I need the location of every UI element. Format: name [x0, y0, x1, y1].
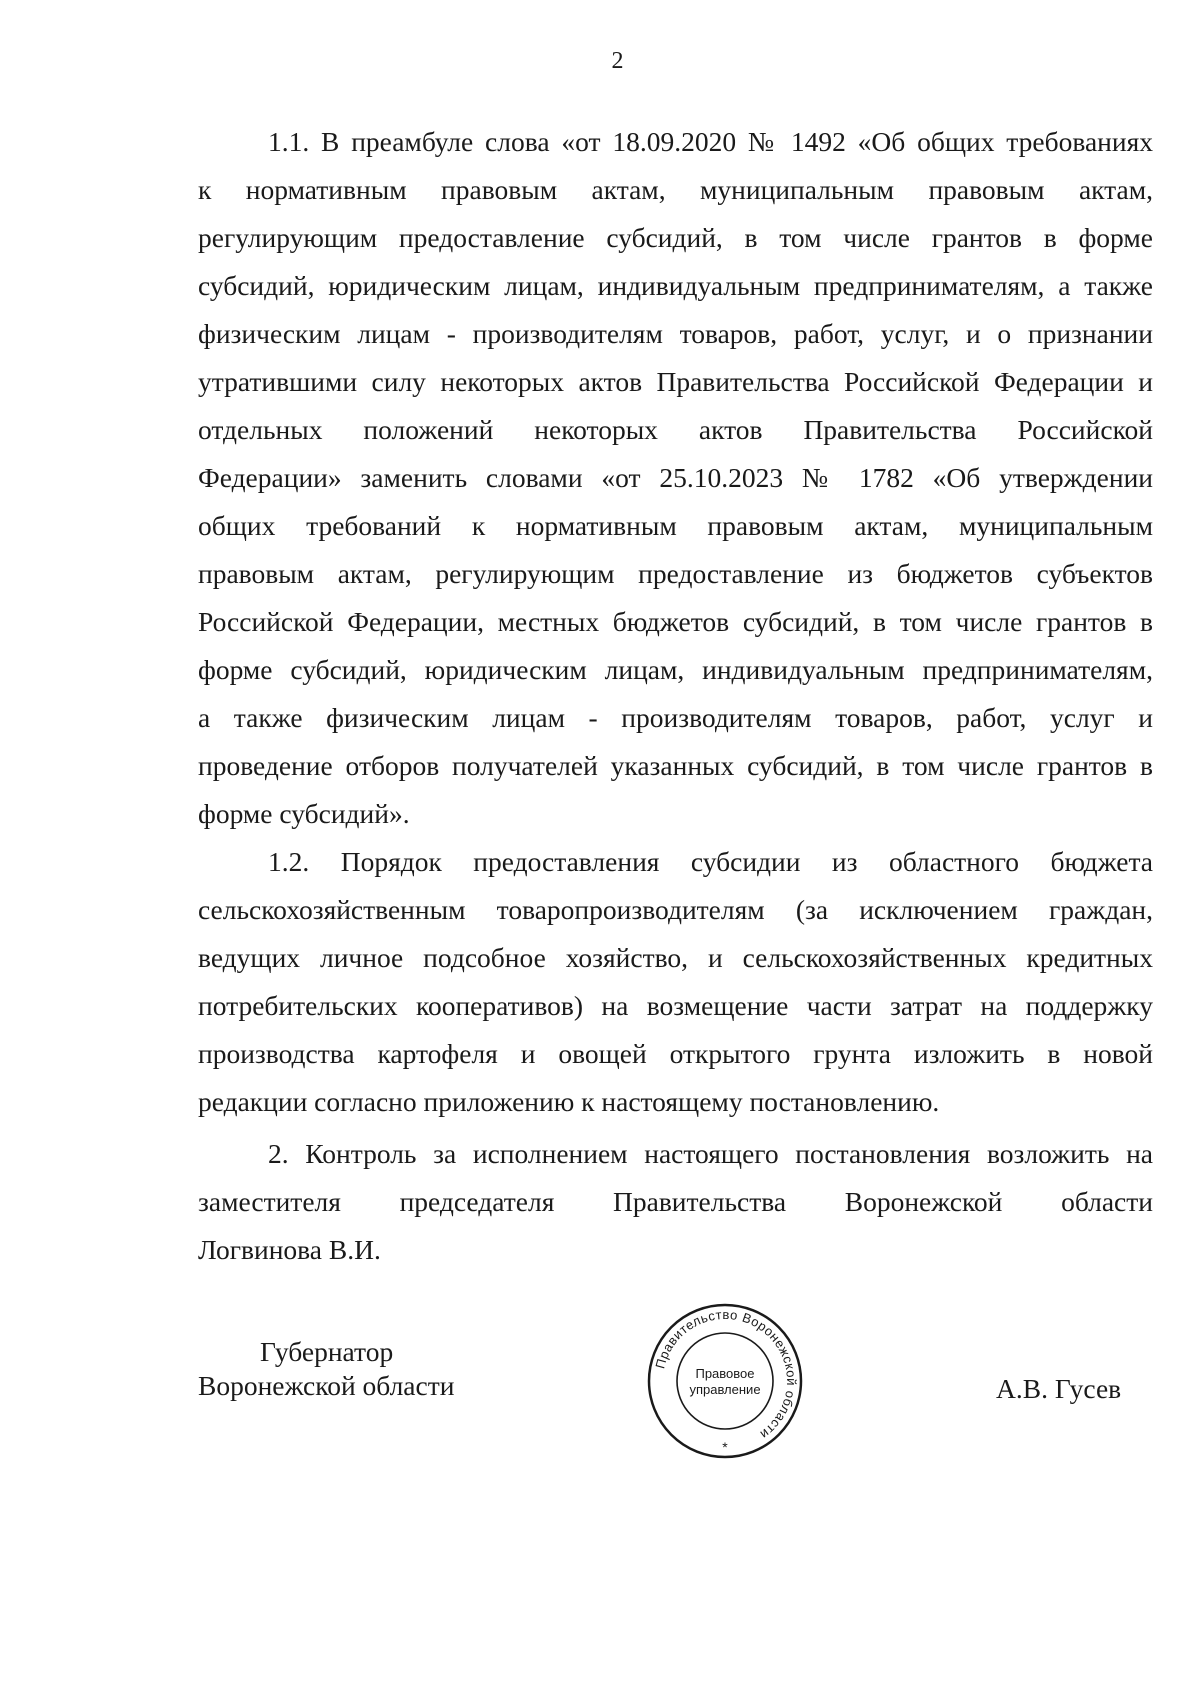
text-line: общих требований к нормативным правовым актам, муниципальным — [198, 510, 1153, 541]
text-line: 2. Контроль за исполнением настоящего постановления возложить на — [268, 1138, 1153, 1169]
signatory-title — [198, 1335, 454, 1403]
text-line: утратившими силу некоторых актов Правительства Российской Федерации и — [198, 366, 1153, 397]
text-line: физическим лицам - производителям товаров, работ, услуг, и о признании — [198, 318, 1153, 349]
text-line: Логвинова В.И. — [198, 1234, 381, 1265]
text-line: 1.1. В преамбуле слова «от 18.09.2020 № 1492 «Об общих требованиях — [268, 126, 1153, 157]
text-line: субсидий, юридическим лицам, индивидуальным предпринимателям, а также — [198, 270, 1153, 301]
signatory-name: А.В. Гусев — [996, 1373, 1122, 1404]
stamp-center-line1: Правовое — [695, 1366, 755, 1381]
text-line: форме субсидий». — [198, 798, 410, 829]
stamp-star: * — [722, 1439, 728, 1455]
text-line: сельскохозяйственным товаропроизводителям (за исключением граждан, — [198, 894, 1153, 925]
stamp-center-line2: управление — [689, 1382, 761, 1397]
text-line: редакции согласно приложению к настоящему постановлению. — [198, 1086, 940, 1117]
text-line: а также физическим лицам - производителям товаров, работ, услуг и — [198, 702, 1153, 733]
text-line: 1.2. Порядок предоставления субсидии из областного бюджета — [268, 846, 1153, 877]
text-line: проведение отборов получателей указанных субсидий, в том числе грантов в — [198, 750, 1153, 781]
text-line: отдельных положений некоторых актов Правительства Российской — [198, 414, 1153, 445]
text-line: заместителя председателя Правительства Воронежской области — [198, 1186, 1153, 1217]
text-line: правовым актам, регулирующим предоставление из бюджетов субъектов — [198, 558, 1153, 589]
document-body — [198, 118, 1153, 1274]
signatory-region: Воронежской области — [198, 1370, 455, 1401]
text-line: производства картофеля и овощей открытого грунта изложить в новой — [198, 1038, 1153, 1069]
stamp-ring-text: Правительство Воронежской области — [652, 1306, 800, 1443]
text-line: Федерации» заменить словами «от 25.10.2023 № 1782 «Об утверждении — [198, 462, 1153, 493]
text-line: форме субсидий, юридическим лицам, индивидуальным предпринимателям, — [198, 654, 1153, 685]
text-line: к нормативным правовым актам, муниципальным правовым актам, — [198, 174, 1153, 205]
text-line: ведущих личное подсобное хозяйство, и сельскохозяйственных кредитных — [198, 942, 1153, 973]
official-stamp — [646, 1302, 804, 1460]
text-line: Российской Федерации, местных бюджетов субсидий, в том числе грантов в — [198, 606, 1153, 637]
text-line: регулирующим предоставление субсидий, в том числе грантов в форме — [198, 222, 1153, 253]
text-line: потребительских кооперативов) на возмещение части затрат на поддержку — [198, 990, 1153, 1021]
signatory-position: Губернатор — [260, 1336, 394, 1367]
page-number: 2 — [611, 48, 624, 74]
